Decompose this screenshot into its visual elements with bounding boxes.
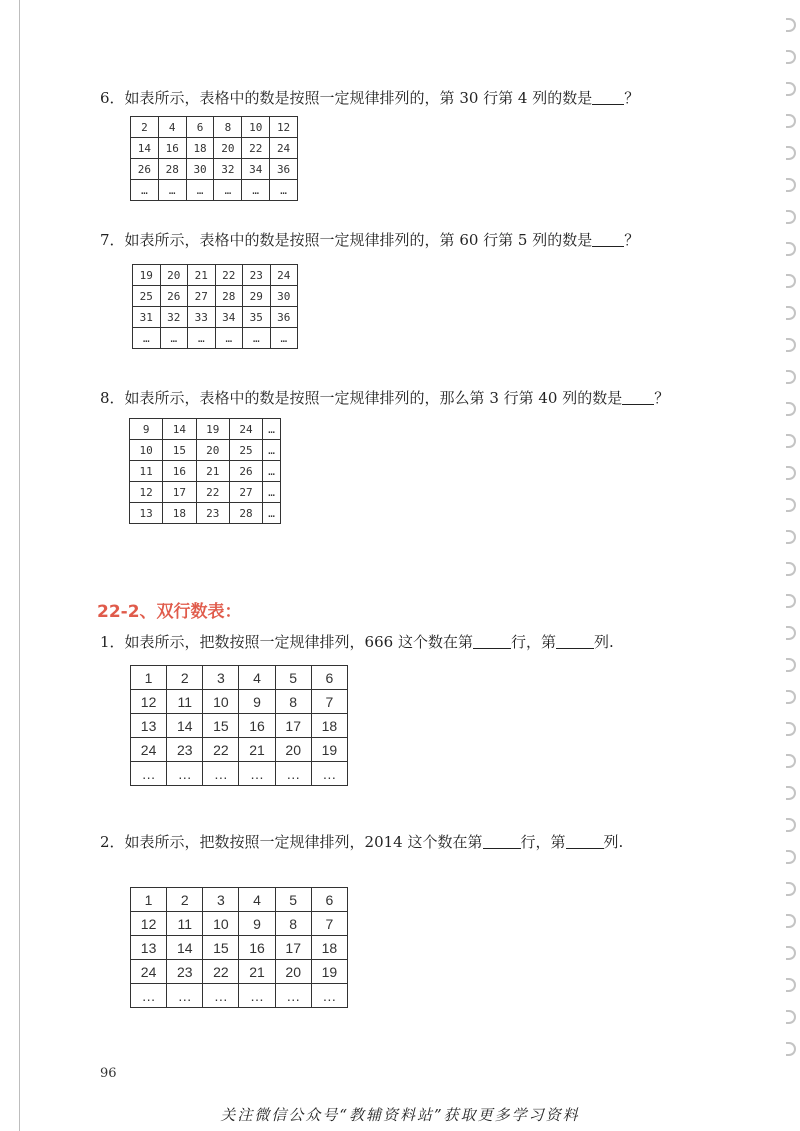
table-row bbox=[133, 328, 298, 349]
binding-ring bbox=[786, 818, 796, 832]
table-cell: 28 bbox=[229, 503, 262, 524]
binding-ring bbox=[786, 1010, 796, 1024]
table-cell: … bbox=[275, 984, 311, 1008]
table-cell: 18 bbox=[311, 714, 347, 738]
table-cell: 29 bbox=[243, 286, 271, 307]
table-cell: 11 bbox=[167, 912, 203, 936]
table-cell: 24 bbox=[131, 960, 167, 984]
answer-blank[interactable] bbox=[622, 390, 654, 405]
table-cell: 12 bbox=[131, 912, 167, 936]
table-cell: … bbox=[215, 328, 243, 349]
question-7-mark: ？ bbox=[624, 231, 640, 249]
table-cell: 28 bbox=[158, 159, 186, 180]
section-question-1-text: 1．如表所示，把数按照一定规律排列，666 这个数在第 bbox=[100, 633, 473, 651]
answer-blank-column[interactable] bbox=[566, 834, 604, 849]
binding-ring bbox=[786, 498, 796, 512]
table-cell: 5 bbox=[275, 888, 311, 912]
binding-ring bbox=[786, 114, 796, 128]
binding-ring bbox=[786, 562, 796, 576]
table-cell: 16 bbox=[239, 714, 275, 738]
binding-ring bbox=[786, 338, 796, 352]
table-cell: 16 bbox=[163, 461, 196, 482]
table-cell: 21 bbox=[239, 960, 275, 984]
number-table-s1 bbox=[130, 665, 348, 786]
table-cell: 1 bbox=[131, 888, 167, 912]
table-row bbox=[133, 286, 298, 307]
page-number: 96 bbox=[100, 1066, 117, 1081]
binding-ring bbox=[786, 434, 796, 448]
table-cell: … bbox=[263, 503, 281, 524]
table-cell: 8 bbox=[275, 912, 311, 936]
table-cell: 17 bbox=[275, 714, 311, 738]
table-cell: 18 bbox=[163, 503, 196, 524]
table-cell: … bbox=[311, 762, 347, 786]
answer-blank[interactable] bbox=[592, 232, 624, 247]
table-cell: 27 bbox=[229, 482, 262, 503]
table-cell: 4 bbox=[239, 888, 275, 912]
binding-ring bbox=[786, 722, 796, 736]
table-cell: 28 bbox=[215, 286, 243, 307]
binding-ring bbox=[786, 402, 796, 416]
table-cell: … bbox=[275, 762, 311, 786]
table-cell: … bbox=[263, 461, 281, 482]
table-cell: 8 bbox=[214, 117, 242, 138]
question-7 bbox=[100, 230, 639, 250]
binding-ring bbox=[786, 306, 796, 320]
table-row bbox=[130, 440, 281, 461]
table-cell: 20 bbox=[275, 960, 311, 984]
table-cell: 22 bbox=[196, 482, 229, 503]
table-cell: … bbox=[167, 984, 203, 1008]
table-cell: 22 bbox=[203, 960, 239, 984]
binding-ring bbox=[786, 146, 796, 160]
table-cell: 11 bbox=[167, 690, 203, 714]
table-row bbox=[131, 180, 298, 201]
table-cell: 21 bbox=[196, 461, 229, 482]
table-cell: 34 bbox=[242, 159, 270, 180]
table-cell: 34 bbox=[215, 307, 243, 328]
table-cell: … bbox=[239, 762, 275, 786]
table-cell: 10 bbox=[130, 440, 163, 461]
table-row bbox=[131, 138, 298, 159]
table-cell: 2 bbox=[131, 117, 159, 138]
section-title: 22-2、双行数表： bbox=[97, 602, 242, 622]
table-cell: 36 bbox=[270, 307, 298, 328]
table-cell: 14 bbox=[163, 419, 196, 440]
table-cell: 26 bbox=[229, 461, 262, 482]
question-6 bbox=[100, 88, 639, 108]
number-table-s2 bbox=[130, 887, 348, 1008]
table-cell: 5 bbox=[275, 666, 311, 690]
table-row bbox=[133, 265, 298, 286]
table-cell: 4 bbox=[239, 666, 275, 690]
section-question-1-text: 行，第 bbox=[510, 633, 556, 651]
table-cell: 32 bbox=[160, 307, 188, 328]
number-table-q7 bbox=[132, 264, 298, 349]
table-cell: 4 bbox=[158, 117, 186, 138]
table-cell: 21 bbox=[188, 265, 216, 286]
binding-ring bbox=[786, 370, 796, 384]
table-cell: … bbox=[242, 180, 270, 201]
table-cell: 14 bbox=[167, 714, 203, 738]
table-cell: 35 bbox=[243, 307, 271, 328]
table-cell: 7 bbox=[311, 912, 347, 936]
table-cell: 12 bbox=[130, 482, 163, 503]
table-cell: 23 bbox=[167, 738, 203, 762]
binding-ring bbox=[786, 1042, 796, 1056]
question-6-text: 6．如表所示，表格中的数是按照一定规律排列的，第 30 行第 4 列的数是 bbox=[100, 89, 593, 107]
table-cell: 16 bbox=[239, 936, 275, 960]
table-cell: 23 bbox=[196, 503, 229, 524]
table-row bbox=[130, 503, 281, 524]
binding-ring bbox=[786, 914, 796, 928]
table-cell: 22 bbox=[215, 265, 243, 286]
table-cell: … bbox=[158, 180, 186, 201]
table-cell: 30 bbox=[186, 159, 214, 180]
table-row bbox=[131, 762, 348, 786]
table-cell: … bbox=[203, 984, 239, 1008]
table-row bbox=[131, 960, 348, 984]
section-question-1 bbox=[100, 632, 614, 652]
table-cell: … bbox=[263, 419, 281, 440]
table-cell: 19 bbox=[133, 265, 161, 286]
table-cell: 20 bbox=[214, 138, 242, 159]
table-cell: … bbox=[131, 180, 159, 201]
footer-notice: 关注微信公众号“教辅资料站”获取更多学习资料 bbox=[220, 1106, 580, 1124]
table-cell: 20 bbox=[196, 440, 229, 461]
table-cell: 36 bbox=[270, 159, 298, 180]
table-cell: 27 bbox=[188, 286, 216, 307]
table-cell: 20 bbox=[275, 738, 311, 762]
table-cell: … bbox=[188, 328, 216, 349]
table-cell: 2 bbox=[167, 888, 203, 912]
binding-ring bbox=[786, 626, 796, 640]
table-cell: 17 bbox=[163, 482, 196, 503]
binding-ring bbox=[786, 210, 796, 224]
table-cell: 26 bbox=[131, 159, 159, 180]
table-cell: 15 bbox=[203, 936, 239, 960]
table-cell: 13 bbox=[131, 714, 167, 738]
section-question-2 bbox=[100, 832, 623, 852]
table-cell: 15 bbox=[203, 714, 239, 738]
table-cell: 22 bbox=[203, 738, 239, 762]
binding-ring bbox=[786, 18, 796, 32]
table-cell: 32 bbox=[214, 159, 242, 180]
binding-ring bbox=[786, 754, 796, 768]
binding-ring bbox=[786, 850, 796, 864]
section-question-2-text: 2．如表所示，把数按照一定规律排列，2014 这个数在第 bbox=[100, 833, 483, 851]
binding-ring bbox=[786, 978, 796, 992]
binding-ring bbox=[786, 658, 796, 672]
table-cell: 3 bbox=[203, 888, 239, 912]
table-cell: 9 bbox=[239, 912, 275, 936]
table-cell: 10 bbox=[242, 117, 270, 138]
answer-blank-column[interactable] bbox=[556, 634, 594, 649]
binding-ring bbox=[786, 274, 796, 288]
table-row bbox=[131, 936, 348, 960]
table-cell: … bbox=[214, 180, 242, 201]
binding-ring bbox=[786, 786, 796, 800]
table-row bbox=[130, 419, 281, 440]
table-cell: 33 bbox=[188, 307, 216, 328]
binding-ring bbox=[786, 50, 796, 64]
table-cell: … bbox=[160, 328, 188, 349]
table-cell: … bbox=[270, 328, 298, 349]
question-6-mark: ？ bbox=[624, 89, 640, 107]
table-cell: … bbox=[311, 984, 347, 1008]
question-7-text: 7．如表所示，表格中的数是按照一定规律排列的，第 60 行第 5 列的数是 bbox=[100, 231, 593, 249]
section-question-2-text: 列. bbox=[603, 833, 624, 851]
table-cell: 13 bbox=[131, 936, 167, 960]
table-cell: … bbox=[243, 328, 271, 349]
table-cell: 19 bbox=[311, 960, 347, 984]
table-row bbox=[133, 307, 298, 328]
table-cell: 26 bbox=[160, 286, 188, 307]
table-cell: 9 bbox=[239, 690, 275, 714]
answer-blank-row[interactable] bbox=[483, 834, 521, 849]
table-row bbox=[131, 666, 348, 690]
table-cell: 17 bbox=[275, 936, 311, 960]
table-cell: 10 bbox=[203, 912, 239, 936]
table-cell: … bbox=[270, 180, 298, 201]
table-cell: … bbox=[131, 762, 167, 786]
table-cell: 12 bbox=[131, 690, 167, 714]
table-cell: 30 bbox=[270, 286, 298, 307]
binding-ring bbox=[786, 530, 796, 544]
table-cell: 2 bbox=[167, 666, 203, 690]
table-row bbox=[131, 738, 348, 762]
table-cell: 10 bbox=[203, 690, 239, 714]
binding-ring bbox=[786, 882, 796, 896]
table-cell: 1 bbox=[131, 666, 167, 690]
table-cell: … bbox=[131, 984, 167, 1008]
table-cell: 24 bbox=[131, 738, 167, 762]
table-row bbox=[131, 690, 348, 714]
table-cell: 21 bbox=[239, 738, 275, 762]
table-cell: 6 bbox=[186, 117, 214, 138]
binding-ring bbox=[786, 242, 796, 256]
question-8-text: 8．如表所示，表格中的数是按照一定规律排列的，那么第 3 行第 40 列的数是 bbox=[100, 389, 623, 407]
table-cell: 20 bbox=[160, 265, 188, 286]
table-cell: 18 bbox=[311, 936, 347, 960]
number-table-q8 bbox=[129, 418, 281, 524]
table-cell: 31 bbox=[133, 307, 161, 328]
table-row bbox=[131, 159, 298, 180]
table-cell: 24 bbox=[270, 265, 298, 286]
table-cell: … bbox=[186, 180, 214, 201]
binding-ring bbox=[786, 466, 796, 480]
spiral-binding bbox=[776, 18, 800, 1078]
table-cell: … bbox=[167, 762, 203, 786]
binding-ring bbox=[786, 82, 796, 96]
table-row bbox=[130, 482, 281, 503]
binding-ring bbox=[786, 690, 796, 704]
table-cell: 6 bbox=[311, 888, 347, 912]
table-cell: 3 bbox=[203, 666, 239, 690]
table-cell: 7 bbox=[311, 690, 347, 714]
binding-ring bbox=[786, 946, 796, 960]
question-8 bbox=[100, 388, 669, 408]
table-cell: 8 bbox=[275, 690, 311, 714]
table-cell: 19 bbox=[311, 738, 347, 762]
table-cell: 16 bbox=[158, 138, 186, 159]
table-cell: 24 bbox=[229, 419, 262, 440]
table-row bbox=[131, 888, 348, 912]
page-edge-line bbox=[19, 0, 20, 1131]
answer-blank-row[interactable] bbox=[473, 634, 511, 649]
table-cell: 24 bbox=[270, 138, 298, 159]
table-cell: 11 bbox=[130, 461, 163, 482]
table-row bbox=[131, 912, 348, 936]
table-cell: 14 bbox=[167, 936, 203, 960]
answer-blank[interactable] bbox=[592, 90, 624, 105]
table-cell: 12 bbox=[270, 117, 298, 138]
table-cell: 19 bbox=[196, 419, 229, 440]
table-row bbox=[131, 984, 348, 1008]
number-table-q6 bbox=[130, 116, 298, 201]
table-cell: 6 bbox=[311, 666, 347, 690]
table-cell: 14 bbox=[131, 138, 159, 159]
table-cell: … bbox=[203, 762, 239, 786]
table-cell: … bbox=[263, 482, 281, 503]
section-question-2-text: 行，第 bbox=[520, 833, 566, 851]
table-row bbox=[130, 461, 281, 482]
table-cell: 15 bbox=[163, 440, 196, 461]
table-cell: 13 bbox=[130, 503, 163, 524]
table-row bbox=[131, 714, 348, 738]
table-cell: … bbox=[239, 984, 275, 1008]
table-row bbox=[131, 117, 298, 138]
table-cell: 22 bbox=[242, 138, 270, 159]
table-cell: 25 bbox=[229, 440, 262, 461]
section-question-1-text: 列. bbox=[593, 633, 614, 651]
table-cell: 18 bbox=[186, 138, 214, 159]
binding-ring bbox=[786, 594, 796, 608]
table-cell: 23 bbox=[167, 960, 203, 984]
table-cell: 23 bbox=[243, 265, 271, 286]
table-cell: 9 bbox=[130, 419, 163, 440]
question-8-mark: ？ bbox=[654, 389, 670, 407]
table-cell: … bbox=[133, 328, 161, 349]
table-cell: 25 bbox=[133, 286, 161, 307]
binding-ring bbox=[786, 178, 796, 192]
table-cell: … bbox=[263, 440, 281, 461]
